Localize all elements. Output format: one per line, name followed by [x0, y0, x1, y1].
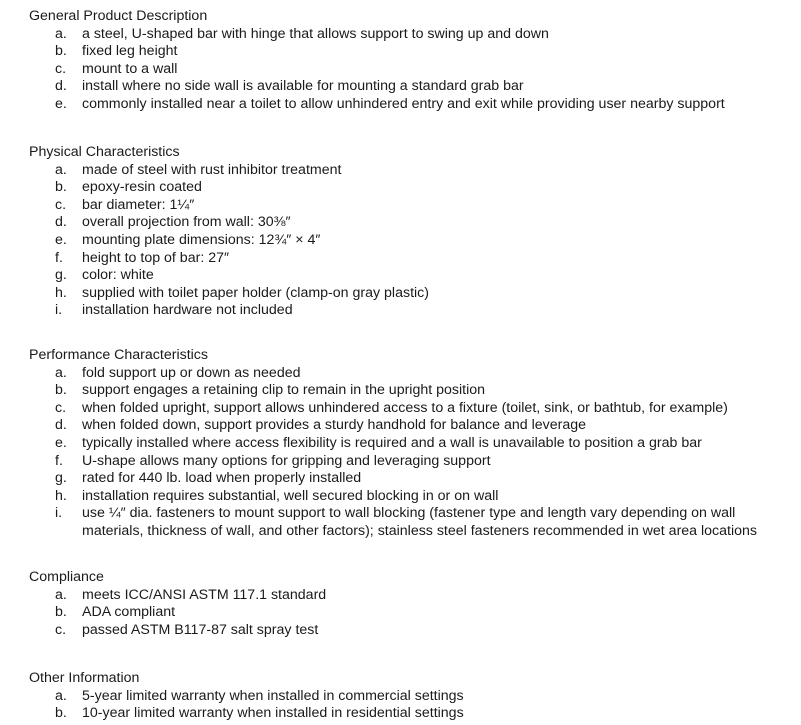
- item-marker: c.: [55, 196, 67, 213]
- item-text: 5-year limited warranty when installed in commercial settings: [82, 687, 464, 704]
- item-marker: c.: [55, 60, 67, 77]
- item-text: installation hardware not included: [82, 302, 293, 319]
- list-item: [29, 43, 794, 61]
- item-marker: d.: [55, 417, 67, 434]
- list-item: [29, 302, 794, 320]
- list-item: [29, 78, 794, 96]
- list-item: [29, 96, 794, 114]
- item-marker: i.: [55, 505, 63, 522]
- item-marker: e.: [55, 231, 67, 248]
- item-marker: c.: [55, 399, 67, 416]
- item-text: supplied with toilet paper holder (clamp-on gray plastic): [82, 284, 429, 301]
- item-text: fixed leg height: [82, 43, 178, 60]
- list-item: [29, 688, 794, 706]
- section-compliance: [29, 569, 794, 639]
- list-item: [29, 250, 794, 268]
- item-list: [29, 365, 794, 541]
- list-item: [29, 505, 794, 540]
- list-item: [29, 705, 794, 723]
- item-text: overall projection from wall: 30⅜″: [82, 214, 291, 231]
- list-item: [29, 197, 794, 215]
- item-marker: h.: [55, 284, 67, 301]
- item-text: when folded down, support provides a sturdy handhold for balance and leverage: [82, 417, 586, 434]
- item-marker: b.: [55, 705, 67, 722]
- item-text: fold support up or down as needed: [82, 364, 301, 381]
- item-marker: a.: [55, 25, 67, 42]
- item-marker: e.: [55, 434, 67, 451]
- item-marker: a.: [55, 687, 67, 704]
- item-text: typically installed where access flexibility is required and a wall is unavailable to position a grab bar: [82, 434, 702, 451]
- item-text: ADA compliant: [82, 604, 176, 621]
- item-list: [29, 587, 794, 640]
- item-text: height to top of bar: 27″: [82, 249, 230, 266]
- item-list: [29, 26, 794, 114]
- item-marker: e.: [55, 95, 67, 112]
- list-item: [29, 382, 794, 400]
- list-item: [29, 162, 794, 180]
- item-marker: f.: [55, 249, 63, 266]
- section-performance-characteristics: [29, 347, 794, 541]
- item-text: when folded upright, support allows unhindered access to a fixture (toilet, sink, or bathtub, for example): [82, 399, 728, 416]
- item-text: rated for 440 lb. load when properly installed: [82, 470, 362, 487]
- list-item: [29, 604, 794, 622]
- list-item: [29, 365, 794, 383]
- item-text: a steel, U-shaped bar with hinge that allows support to swing up and down: [82, 25, 549, 42]
- item-marker: h.: [55, 487, 67, 504]
- list-item: [29, 179, 794, 197]
- item-marker: i.: [55, 302, 63, 319]
- item-marker: g.: [55, 470, 67, 487]
- list-item: [29, 417, 794, 435]
- item-marker: d.: [55, 78, 67, 95]
- list-item: [29, 435, 794, 453]
- item-marker: b.: [55, 43, 67, 60]
- item-text: epoxy-resin coated: [82, 179, 202, 196]
- item-text: bar diameter: 1¼″: [82, 196, 195, 213]
- list-item: [29, 285, 794, 303]
- item-list: [29, 162, 794, 320]
- list-item: [29, 400, 794, 418]
- item-text: U-shape allows many options for gripping and leveraging support: [82, 452, 491, 469]
- item-text: meets ICC/ANSI ASTM 117.1 standard: [82, 586, 327, 603]
- item-text: installation requires substantial, well secured blocking in or on wall: [82, 487, 499, 504]
- section-title: Other Information: [29, 670, 140, 686]
- list-item: [29, 232, 794, 250]
- item-text: made of steel with rust inhibitor treatment: [82, 161, 342, 178]
- list-item: [29, 470, 794, 488]
- item-text: use ¼″ dia. fasteners to mount support to wall blocking (fastener type and length vary depending on wall materials, thickness of wall, and other factors); stainless steel fasteners recommended in wet area locations: [82, 505, 758, 539]
- item-marker: f.: [55, 452, 63, 469]
- item-text: support engages a retaining clip to remain in the upright position: [82, 382, 486, 399]
- section-title: General Product Description: [29, 8, 208, 24]
- list-item: [29, 267, 794, 285]
- item-text: passed ASTM B117-87 salt spray test: [82, 621, 319, 638]
- list-item: [29, 622, 794, 640]
- section-title: Physical Characteristics: [29, 144, 180, 160]
- list-item: [29, 214, 794, 232]
- item-marker: b.: [55, 604, 67, 621]
- item-text: mounting plate dimensions: 12¾″ × 4″: [82, 231, 321, 248]
- section-title: Performance Characteristics: [29, 347, 208, 363]
- item-list: [29, 688, 794, 723]
- item-marker: c.: [55, 621, 67, 638]
- list-item: [29, 453, 794, 471]
- item-text: mount to a wall: [82, 60, 178, 77]
- item-text: color: white: [82, 267, 154, 284]
- item-marker: g.: [55, 267, 67, 284]
- item-text: commonly installed near a toilet to allow unhindered entry and exit while providing user nearby support: [82, 95, 725, 112]
- section-general-product-description: [29, 8, 794, 114]
- item-marker: a.: [55, 161, 67, 178]
- section-title: Compliance: [29, 569, 104, 585]
- item-text: install where no side wall is available for mounting a standard grab bar: [82, 78, 524, 95]
- section-other-information: [29, 670, 794, 723]
- list-item: [29, 488, 794, 506]
- item-marker: d.: [55, 214, 67, 231]
- item-marker: b.: [55, 382, 67, 399]
- list-item: [29, 587, 794, 605]
- item-marker: a.: [55, 586, 67, 603]
- item-marker: a.: [55, 364, 67, 381]
- list-item: [29, 61, 794, 79]
- item-text: 10-year limited warranty when installed in residential settings: [82, 705, 464, 722]
- list-item: [29, 26, 794, 44]
- section-physical-characteristics: [29, 144, 794, 320]
- item-marker: b.: [55, 179, 67, 196]
